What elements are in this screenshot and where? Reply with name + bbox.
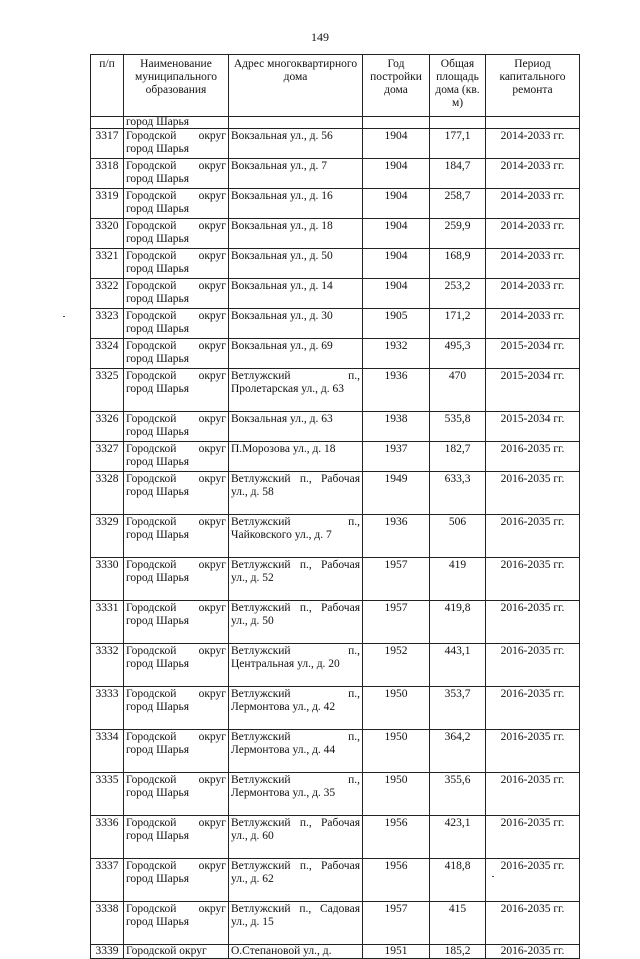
area-cell: 633,3: [430, 472, 486, 515]
year-cell: 1904: [363, 279, 430, 309]
municipality-cell: Городской округ город Шарья: [124, 159, 229, 189]
municipality-cell: Городской округ город Шарья: [124, 558, 229, 601]
period-cell: 2016-2035 гг.: [486, 859, 580, 902]
municipality-cell: Городской округ город Шарья: [124, 515, 229, 558]
year-cell: 1956: [363, 816, 430, 859]
table-header: [91, 55, 580, 117]
year-cell: 1956: [363, 859, 430, 902]
area-cell: 168,9: [430, 249, 486, 279]
period-cell: 2016-2035 гг.: [486, 816, 580, 859]
year-cell: 1937: [363, 442, 430, 472]
period-cell: 2015-2034 гг.: [486, 369, 580, 412]
table-row: [91, 644, 580, 687]
address-cell: Ветлужский п., Центральная ул., д. 20: [229, 644, 363, 687]
period-cell: 2015-2034 гг.: [486, 412, 580, 442]
area-cell: 470: [430, 369, 486, 412]
municipality-cell: Городской округ: [124, 945, 229, 959]
area-cell: 419: [430, 558, 486, 601]
row-number: 3329: [91, 515, 124, 558]
row-number: 3319: [91, 189, 124, 219]
period-cell: 2016-2035 гг.: [486, 442, 580, 472]
period-cell: 2016-2035 гг.: [486, 644, 580, 687]
year-cell: 1904: [363, 189, 430, 219]
address-cell: Ветлужский п., Пролетарская ул., д. 63: [229, 369, 363, 412]
row-number: 3339: [91, 945, 124, 959]
municipality-cell: Городской округ город Шарья: [124, 219, 229, 249]
area-cell: 495,3: [430, 339, 486, 369]
municipality-cell: Городской округ город Шарья: [124, 902, 229, 945]
address-cell: Вокзальная ул., д. 63: [229, 412, 363, 442]
municipality-cell: Городской округ город Шарья: [124, 279, 229, 309]
period-cell: 2014-2033 гг.: [486, 189, 580, 219]
area-cell: 415: [430, 902, 486, 945]
table-row: [91, 219, 580, 249]
area-cell: 185,2: [430, 945, 486, 959]
period-cell: 2016-2035 гг.: [486, 945, 580, 959]
table-row: [91, 945, 580, 959]
address-cell: Ветлужский п., Рабочая ул., д. 62: [229, 859, 363, 902]
row-number: 3338: [91, 902, 124, 945]
year-cell: 1904: [363, 249, 430, 279]
address-cell: Вокзальная ул., д. 16: [229, 189, 363, 219]
municipality-cell: Городской округ город Шарья: [124, 687, 229, 730]
address-cell: Ветлужский п., Лермонтова ул., д. 42: [229, 687, 363, 730]
table-row: [91, 515, 580, 558]
row-number: 3331: [91, 601, 124, 644]
year-cell: 1950: [363, 730, 430, 773]
scan-speck: [492, 876, 494, 877]
year-cell: 1957: [363, 558, 430, 601]
table-row: [91, 279, 580, 309]
municipality-cell: Городской округ город Шарья: [124, 859, 229, 902]
period-cell: 2014-2033 гг.: [486, 309, 580, 339]
row-number: 3323: [91, 309, 124, 339]
year-cell: 1932: [363, 339, 430, 369]
table-row: [91, 472, 580, 515]
address-cell: П.Морозова ул., д. 18: [229, 442, 363, 472]
period-cell: 2014-2033 гг.: [486, 249, 580, 279]
period-cell: 2015-2034 гг.: [486, 339, 580, 369]
row-number: 3318: [91, 159, 124, 189]
address-cell: Вокзальная ул., д. 14: [229, 279, 363, 309]
table-row: [91, 412, 580, 442]
period-cell: 2016-2035 гг.: [486, 558, 580, 601]
period-cell: 2014-2033 гг.: [486, 279, 580, 309]
year-cell: 1905: [363, 309, 430, 339]
address-cell: Ветлужский п., Рабочая ул., д. 52: [229, 558, 363, 601]
row-number: 3337: [91, 859, 124, 902]
municipality-cell: Городской округ город Шарья: [124, 816, 229, 859]
address-cell: Ветлужский п., Лермонтова ул., д. 35: [229, 773, 363, 816]
row-number: 3327: [91, 442, 124, 472]
area-cell: 182,7: [430, 442, 486, 472]
table-row: [91, 902, 580, 945]
area-cell: 177,1: [430, 129, 486, 159]
area-cell: 418,8: [430, 859, 486, 902]
year-cell: 1904: [363, 159, 430, 189]
area-cell: 364,2: [430, 730, 486, 773]
municipality-cell: Городской округ город Шарья: [124, 472, 229, 515]
row-number: 3330: [91, 558, 124, 601]
area-cell: 353,7: [430, 687, 486, 730]
area-cell: 443,1: [430, 644, 486, 687]
area-cell: 419,8: [430, 601, 486, 644]
table-row: [91, 129, 580, 159]
header-municipality: Наименование муниципального образования: [124, 55, 229, 117]
period-cell: 2016-2035 гг.: [486, 472, 580, 515]
address-cell: Ветлужский п., Рабочая ул., д. 60: [229, 816, 363, 859]
period-cell: 2014-2033 гг.: [486, 129, 580, 159]
year-cell: 1949: [363, 472, 430, 515]
table-row: [91, 859, 580, 902]
municipality-cell: Городской округ город Шарья: [124, 644, 229, 687]
row-number: 3328: [91, 472, 124, 515]
year-cell: 1957: [363, 601, 430, 644]
municipality-cell: Городской округ город Шарья: [124, 309, 229, 339]
area-cell: 423,1: [430, 816, 486, 859]
table-row: [91, 816, 580, 859]
year-cell: 1904: [363, 219, 430, 249]
year-cell: 1951: [363, 945, 430, 959]
address-cell: Ветлужский п., Рабочая ул., д. 58: [229, 472, 363, 515]
municipality-cell: Городской округ город Шарья: [124, 249, 229, 279]
row-number: 3326: [91, 412, 124, 442]
table-body: [91, 117, 580, 959]
area-cell: 258,7: [430, 189, 486, 219]
municipality-cell: Городской округ город Шарья: [124, 730, 229, 773]
period-cell: 2016-2035 гг.: [486, 515, 580, 558]
address-cell: Вокзальная ул., д. 18: [229, 219, 363, 249]
period-cell: 2014-2033 гг.: [486, 219, 580, 249]
row-number: 3332: [91, 644, 124, 687]
table-row: [91, 249, 580, 279]
year-cell: 1936: [363, 369, 430, 412]
area-cell: 535,8: [430, 412, 486, 442]
header-address: Адрес многоквартирного дома: [229, 55, 363, 117]
period-cell: 2014-2033 гг.: [486, 159, 580, 189]
period-cell: 2016-2035 гг.: [486, 902, 580, 945]
address-cell: Ветлужский п., Садовая ул., д. 15: [229, 902, 363, 945]
area-cell: 171,2: [430, 309, 486, 339]
period-cell: 2016-2035 гг.: [486, 773, 580, 816]
continuation-row: [91, 117, 580, 129]
municipality-cell: Городской округ город Шарья: [124, 601, 229, 644]
row-number: 3334: [91, 730, 124, 773]
year-cell: 1950: [363, 773, 430, 816]
area-cell: 184,7: [430, 159, 486, 189]
area-cell: 355,6: [430, 773, 486, 816]
table-row: [91, 309, 580, 339]
year-cell: 1936: [363, 515, 430, 558]
address-cell: Ветлужский п., Рабочая ул., д. 50: [229, 601, 363, 644]
municipality-cell: Городской округ город Шарья: [124, 412, 229, 442]
housing-registry-table: [90, 54, 580, 959]
row-number: 3324: [91, 339, 124, 369]
municipality-cell: Городской округ город Шарья: [124, 773, 229, 816]
period-cell: 2016-2035 гг.: [486, 687, 580, 730]
table-row: [91, 687, 580, 730]
address-cell: Вокзальная ул., д. 69: [229, 339, 363, 369]
area-cell: 506: [430, 515, 486, 558]
municipality-cell: Городской округ город Шарья: [124, 189, 229, 219]
table-row: [91, 159, 580, 189]
address-cell: О.Степановой ул., д.: [229, 945, 363, 959]
row-number: 3333: [91, 687, 124, 730]
municipality-cell: Городской округ город Шарья: [124, 442, 229, 472]
row-number: 3335: [91, 773, 124, 816]
table-row: [91, 339, 580, 369]
row-number: 3322: [91, 279, 124, 309]
period-cell: 2016-2035 гг.: [486, 601, 580, 644]
area-cell: 253,2: [430, 279, 486, 309]
row-number: 3321: [91, 249, 124, 279]
table-row: [91, 369, 580, 412]
year-cell: 1904: [363, 129, 430, 159]
continuation-text: город Шарья: [124, 117, 229, 129]
address-cell: Вокзальная ул., д. 50: [229, 249, 363, 279]
row-number: 3325: [91, 369, 124, 412]
scan-speck: [63, 316, 65, 317]
header-area: Общая площадь дома (кв. м): [430, 55, 486, 117]
year-cell: 1950: [363, 687, 430, 730]
table-row: [91, 558, 580, 601]
row-number: 3336: [91, 816, 124, 859]
area-cell: 259,9: [430, 219, 486, 249]
table-row: [91, 442, 580, 472]
address-cell: Вокзальная ул., д. 30: [229, 309, 363, 339]
table-row: [91, 773, 580, 816]
year-cell: 1957: [363, 902, 430, 945]
address-cell: Ветлужский п., Лермонтова ул., д. 44: [229, 730, 363, 773]
year-cell: 1952: [363, 644, 430, 687]
row-number: 3317: [91, 129, 124, 159]
municipality-cell: Городской округ город Шарья: [124, 339, 229, 369]
address-cell: Вокзальная ул., д. 56: [229, 129, 363, 159]
municipality-cell: Городской округ город Шарья: [124, 369, 229, 412]
municipality-cell: Городской округ город Шарья: [124, 129, 229, 159]
address-cell: Ветлужский п., Чайковского ул., д. 7: [229, 515, 363, 558]
address-cell: Вокзальная ул., д. 7: [229, 159, 363, 189]
row-number: 3320: [91, 219, 124, 249]
table-row: [91, 730, 580, 773]
period-cell: 2016-2035 гг.: [486, 730, 580, 773]
header-year: Год постройки дома: [363, 55, 430, 117]
header-period: Период капитального ремонта: [486, 55, 580, 117]
table-row: [91, 601, 580, 644]
header-num: п/п: [91, 55, 124, 117]
page-number: 149: [311, 30, 329, 44]
table-row: [91, 189, 580, 219]
year-cell: 1938: [363, 412, 430, 442]
